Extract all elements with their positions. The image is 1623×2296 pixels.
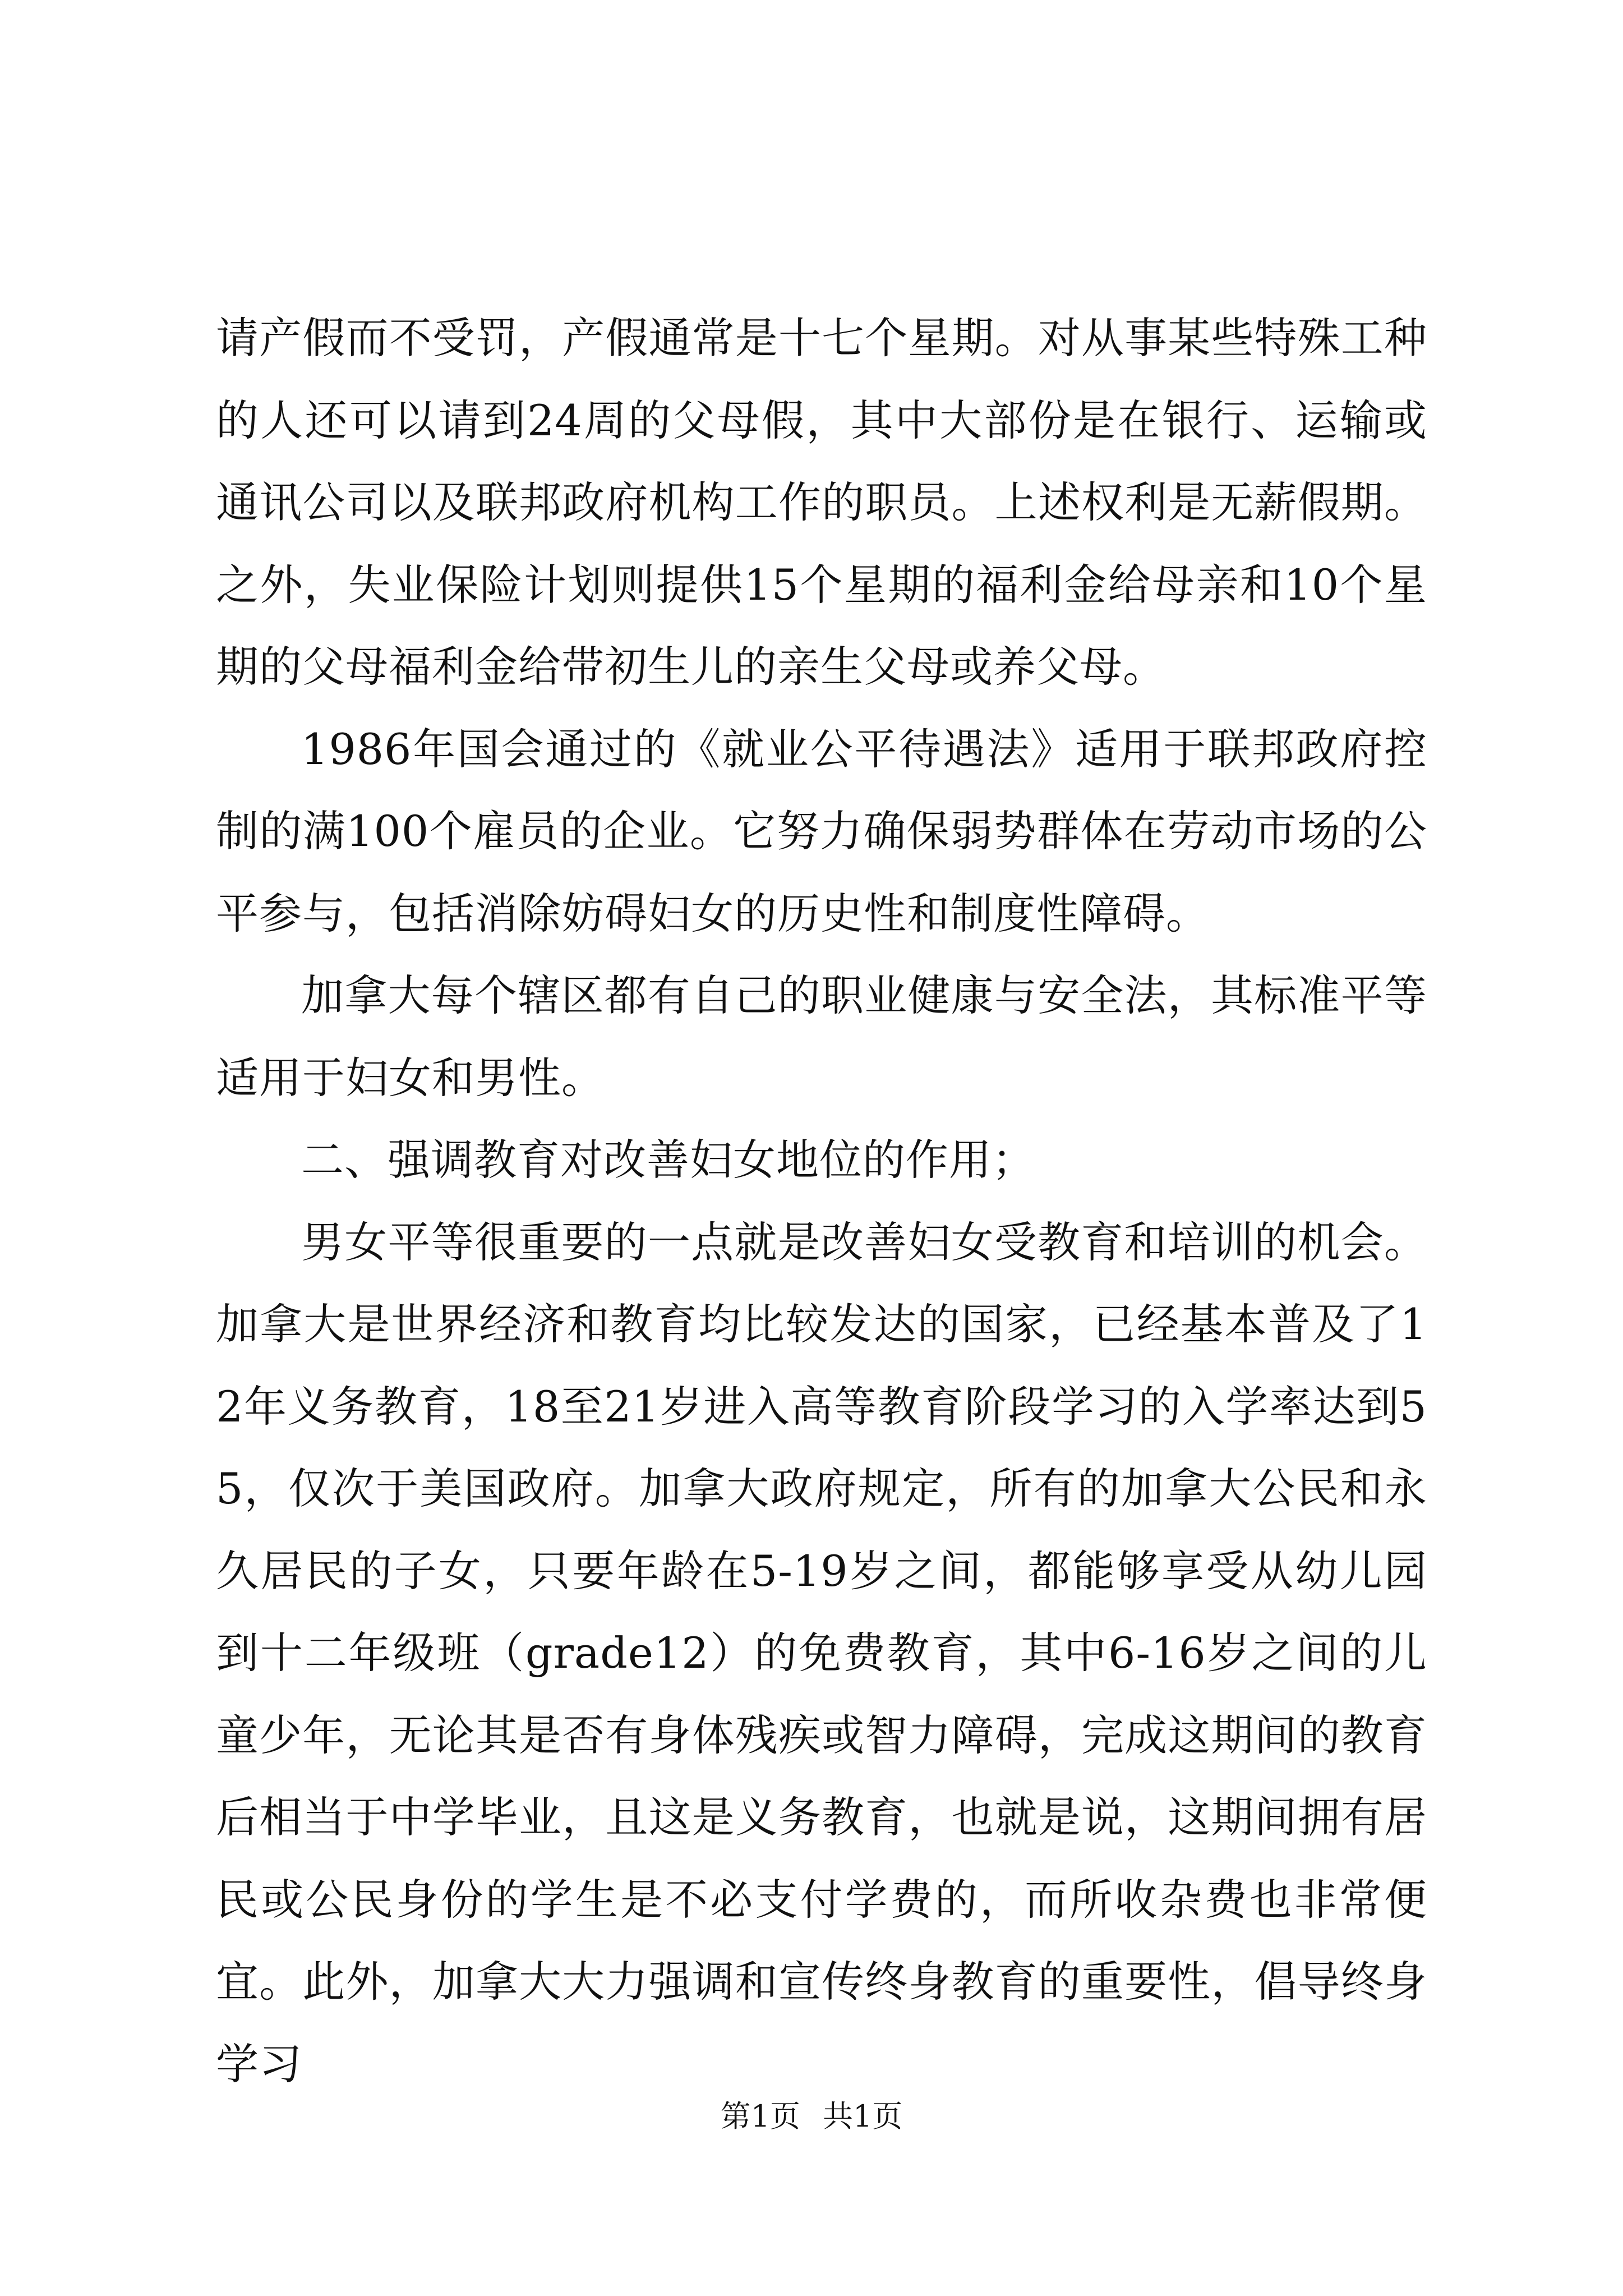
document-body [216,297,1427,2105]
page-footer [0,2097,1623,2136]
paragraph-employment-equity-act: 1986年国会通过的《就业公平待遇法》适用于联邦政府控制的满100个雇员的企业。它努力确保弱势群体在劳动市场的公平参与，包括消除妨碍妇女的历史性和制度性障碍。 [216,724,1427,938]
paragraph-leave-policy: 请产假而不受罚，产假通常是十七个星期。对从事某些特殊工种的人还可以请到24周的父母假，其中大部份是在银行、运输或通讯公司以及联邦政府机构工作的职员。上述权利是无薪假期。之外，失业保险计划则提供15个星期的福利金给母亲和10个星期的父母福利金给带初生儿的亲生父母或养父母。 [216,313,1427,692]
page-total: 共1页 [823,2099,903,2134]
section-heading-education: 二、强调教育对改善妇女地位的作用； [301,1135,1035,1185]
paragraph-education: 男女平等很重要的一点就是改善妇女受教育和培训的机会。加拿大是世界经济和教育均比较发达的国家，已经基本普及了12年义务教育，18至21岁进入高等教育阶段学习的入学率达到55，仅次于美国政府。加拿大政府规定，所有的加拿大公民和永久居民的子女，只要年龄在5-19岁之间，都能够享受从幼儿园到十二年级班（grade12）的免费教育，其中6-16岁之间的儿童少年，无论其是否有身体残疾或智力障碍，完成这期间的教育后相当于中学毕业，且这是义务教育，也就是说，这期间拥有居民或公民身份的学生是不必支付学费的，而所收杂费也非常便宜。此外，加拿大大力强调和宣传终身教育的重要性，倡导终身学习 [216,1217,1427,2089]
page-number: 第1页 [720,2099,800,2134]
paragraph-occupational-safety: 加拿大每个辖区都有自己的职业健康与安全法，其标准平等适用于妇女和男性。 [216,970,1427,1103]
